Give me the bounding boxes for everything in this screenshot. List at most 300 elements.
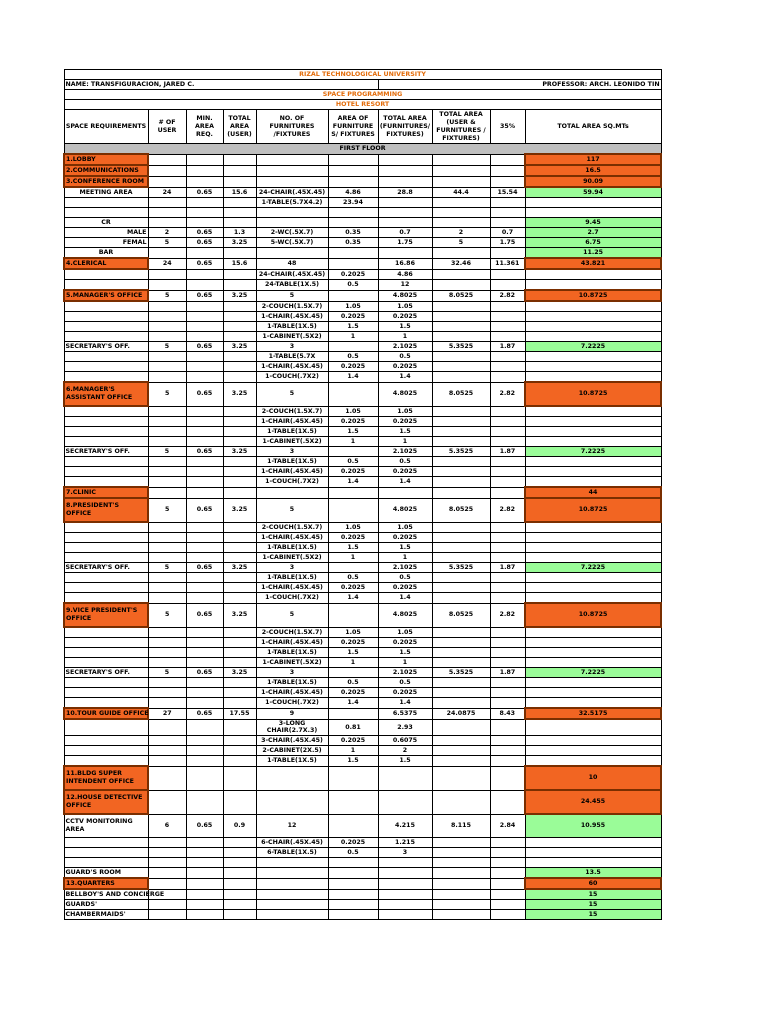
space-name-cell	[64, 638, 148, 648]
table-row	[64, 658, 661, 668]
table-cell	[223, 593, 256, 604]
table-cell: 1.4	[378, 593, 432, 604]
total-area-cell: 32.5175	[525, 708, 661, 719]
space-name-cell: 8.PRESIDENT'S OFFICE	[64, 498, 148, 522]
total-area-cell	[525, 406, 661, 417]
table-cell	[186, 766, 223, 790]
table-cell: 0.2025	[328, 583, 378, 593]
table-cell: 24-TABLE(1X.5)	[256, 280, 328, 291]
table-cell: 1.5	[378, 543, 432, 553]
table-cell	[432, 746, 490, 756]
table-row	[64, 187, 661, 198]
table-cell: 3.25	[223, 498, 256, 522]
table-cell	[432, 553, 490, 563]
table-cell: 1.5	[378, 648, 432, 658]
table-cell	[490, 352, 525, 362]
table-cell	[186, 208, 223, 218]
space-name-cell	[64, 848, 148, 858]
space-name-cell: 1.LOBBY	[64, 154, 148, 165]
table-cell: 1-CHAIR(.45X.45)	[256, 583, 328, 593]
space-programming-label: SPACE PROGRAMMING	[64, 90, 661, 100]
table-cell	[328, 248, 378, 259]
table-cell	[256, 487, 328, 498]
table-row	[64, 382, 661, 406]
table-cell	[490, 736, 525, 746]
table-row	[64, 668, 661, 678]
table-cell: 8.0525	[432, 382, 490, 406]
table-cell: 0.5	[328, 848, 378, 858]
total-area-cell: 7.2225	[525, 342, 661, 352]
table-cell: 1-COUCH(.7X2)	[256, 477, 328, 488]
total-area-cell: 13.5	[525, 868, 661, 879]
total-area-cell	[525, 533, 661, 543]
table-cell	[148, 208, 186, 218]
table-cell: 6	[148, 814, 186, 838]
space-name-cell	[64, 269, 148, 280]
table-cell: 1-CHAIR(.45X.45)	[256, 362, 328, 372]
table-cell	[148, 467, 186, 477]
table-cell: 1.87	[490, 563, 525, 573]
table-cell	[186, 312, 223, 322]
table-cell: 1.4	[378, 372, 432, 383]
table-cell	[186, 638, 223, 648]
table-row	[64, 766, 661, 790]
table-cell: 3.25	[223, 447, 256, 457]
total-area-cell	[525, 746, 661, 756]
table-cell	[378, 165, 432, 176]
table-cell	[432, 477, 490, 488]
table-cell	[223, 638, 256, 648]
table-cell: 3	[256, 668, 328, 678]
table-cell	[378, 889, 432, 900]
space-name-cell	[64, 593, 148, 604]
table-cell	[490, 868, 525, 879]
table-cell	[490, 218, 525, 228]
table-cell	[256, 766, 328, 790]
table-cell	[256, 910, 328, 920]
table-cell	[432, 889, 490, 900]
table-cell	[256, 165, 328, 176]
table-cell	[223, 658, 256, 668]
table-cell	[223, 332, 256, 342]
table-row	[64, 553, 661, 563]
table-cell: 0.2025	[378, 312, 432, 322]
table-cell	[432, 573, 490, 583]
total-area-cell: 10.955	[525, 814, 661, 838]
table-cell	[186, 719, 223, 736]
table-cell	[490, 766, 525, 790]
table-cell	[490, 165, 525, 176]
table-cell: 1-TABLE(1X.5)	[256, 427, 328, 437]
table-cell	[148, 312, 186, 322]
table-cell	[490, 719, 525, 736]
spreadsheet	[63, 69, 660, 920]
table-cell	[490, 477, 525, 488]
table-cell	[148, 736, 186, 746]
table-cell: 0.5	[378, 457, 432, 467]
table-cell	[186, 858, 223, 868]
table-cell: 1-TABLE(1X.5)	[256, 543, 328, 553]
table-cell: 1.5	[328, 427, 378, 437]
space-name-cell	[64, 573, 148, 583]
table-cell	[148, 573, 186, 583]
table-cell	[432, 269, 490, 280]
table-cell	[490, 312, 525, 322]
table-cell: 1-COUCH(.7X2)	[256, 593, 328, 604]
table-cell: 1.4	[328, 698, 378, 709]
table-cell: 0.65	[186, 563, 223, 573]
table-cell: 1	[378, 658, 432, 668]
table-cell: 0.2025	[328, 638, 378, 648]
space-name-cell	[64, 553, 148, 563]
table-cell: 0.9	[223, 814, 256, 838]
table-cell: 3-CHAIR(.45X.45)	[256, 736, 328, 746]
table-cell	[490, 848, 525, 858]
table-cell	[148, 910, 186, 920]
table-cell: 5	[256, 290, 328, 301]
table-cell: 0.2025	[378, 467, 432, 477]
table-row	[64, 708, 661, 719]
space-name-cell	[64, 736, 148, 746]
space-name-cell	[64, 477, 148, 488]
total-area-cell: 10.8725	[525, 603, 661, 627]
table-cell	[490, 533, 525, 543]
table-cell: 5.3525	[432, 668, 490, 678]
table-cell	[223, 790, 256, 814]
table-cell	[378, 766, 432, 790]
table-cell: 5	[256, 382, 328, 406]
table-cell	[432, 648, 490, 658]
table-row	[64, 688, 661, 698]
total-area-cell: 117	[525, 154, 661, 165]
total-area-cell	[525, 858, 661, 868]
table-cell: 0.2025	[378, 583, 432, 593]
table-cell	[148, 332, 186, 342]
table-cell	[186, 848, 223, 858]
table-cell: 5	[148, 238, 186, 248]
space-name-cell: GUARDS'	[64, 900, 148, 910]
table-cell	[490, 406, 525, 417]
table-cell	[223, 437, 256, 447]
table-row	[64, 638, 661, 648]
total-area-cell	[525, 543, 661, 553]
table-cell	[186, 573, 223, 583]
total-area-cell	[525, 208, 661, 218]
table-cell	[256, 248, 328, 259]
table-cell	[148, 583, 186, 593]
total-area-cell	[525, 312, 661, 322]
table-cell	[186, 154, 223, 165]
table-cell: 3.25	[223, 238, 256, 248]
table-cell	[186, 698, 223, 709]
table-cell	[186, 372, 223, 383]
table-cell: 0.2025	[328, 467, 378, 477]
table-row	[64, 498, 661, 522]
table-cell	[328, 498, 378, 522]
table-row	[64, 248, 661, 259]
table-cell	[148, 543, 186, 553]
table-cell	[223, 406, 256, 417]
table-cell: 2-COUCH(1.5X.7)	[256, 522, 328, 533]
space-name-cell	[64, 678, 148, 688]
table-cell: 5	[432, 238, 490, 248]
total-area-cell: 9.45	[525, 218, 661, 228]
table-cell	[432, 658, 490, 668]
space-name-cell	[64, 362, 148, 372]
table-row	[64, 208, 661, 218]
table-cell	[490, 746, 525, 756]
table-row	[64, 362, 661, 372]
table-cell: 1.87	[490, 342, 525, 352]
table-cell: 0.2025	[328, 417, 378, 427]
table-cell	[186, 756, 223, 767]
table-cell	[328, 708, 378, 719]
table-cell	[328, 165, 378, 176]
table-cell: 12	[378, 280, 432, 291]
table-cell: 1.4	[378, 477, 432, 488]
table-cell	[186, 467, 223, 477]
table-cell	[490, 838, 525, 848]
table-cell	[223, 312, 256, 322]
table-cell	[490, 372, 525, 383]
table-cell: 1.5	[328, 543, 378, 553]
table-cell	[186, 736, 223, 746]
table-cell	[432, 437, 490, 447]
table-cell	[223, 176, 256, 187]
floor-label: FIRST FLOOR	[64, 144, 661, 155]
space-name-cell	[64, 406, 148, 417]
table-cell: 3.25	[223, 290, 256, 301]
table-cell: 3.25	[223, 563, 256, 573]
table-cell	[223, 248, 256, 259]
table-cell: 4.215	[378, 814, 432, 838]
table-cell	[432, 790, 490, 814]
table-cell	[148, 198, 186, 208]
table-cell	[432, 362, 490, 372]
table-cell: 5	[148, 342, 186, 352]
total-area-cell	[525, 362, 661, 372]
table-cell	[328, 382, 378, 406]
space-name-cell	[64, 543, 148, 553]
table-cell: 1-TABLE(1X.5)	[256, 648, 328, 658]
table-cell	[148, 878, 186, 889]
student-name: NAME: TRANSFIGURACION, JARED C.	[64, 80, 378, 90]
table-cell	[490, 678, 525, 688]
table-cell: 8.0525	[432, 603, 490, 627]
table-cell	[186, 746, 223, 756]
total-area-cell	[525, 573, 661, 583]
table-cell	[186, 688, 223, 698]
space-name-cell	[64, 417, 148, 427]
table-cell	[186, 910, 223, 920]
total-area-cell: 7.2225	[525, 563, 661, 573]
table-cell: 6-CHAIR(.45X.45)	[256, 838, 328, 848]
table-cell	[432, 165, 490, 176]
table-cell	[223, 280, 256, 291]
table-cell	[186, 658, 223, 668]
table-cell: 2-COUCH(1.5X.7)	[256, 301, 328, 312]
table-cell: 5	[148, 290, 186, 301]
table-cell: 5	[256, 603, 328, 627]
space-name-cell	[64, 658, 148, 668]
space-name-cell: 5.MANAGER'S OFFICE	[64, 290, 148, 301]
table-cell: 0.65	[186, 342, 223, 352]
table-cell	[148, 627, 186, 638]
table-cell	[148, 280, 186, 291]
table-cell	[186, 198, 223, 208]
table-cell	[328, 487, 378, 498]
total-area-cell	[525, 638, 661, 648]
table-cell	[256, 790, 328, 814]
table-cell	[223, 457, 256, 467]
space-name-cell: SECRETARY'S OFF.	[64, 447, 148, 457]
table-cell: 1.5	[328, 756, 378, 767]
space-name-cell	[64, 352, 148, 362]
space-name-cell	[64, 746, 148, 756]
space-name-cell: SECRETARY'S OFF.	[64, 342, 148, 352]
table-cell	[432, 900, 490, 910]
table-cell	[148, 362, 186, 372]
space-name-cell: 9.VICE PRESIDENT'S OFFICE	[64, 603, 148, 627]
table-cell: 0.35	[328, 228, 378, 238]
table-cell: 16.86	[378, 258, 432, 269]
table-cell	[490, 457, 525, 467]
table-cell	[186, 900, 223, 910]
table-row	[64, 280, 661, 291]
table-cell: 1.215	[378, 838, 432, 848]
table-cell: 1-TABLE(1X.5)	[256, 573, 328, 583]
table-row	[64, 477, 661, 488]
space-name-cell: 10.TOUR GUIDE OFFICE	[66, 710, 149, 717]
table-cell	[490, 648, 525, 658]
table-cell: 3-LONG CHAIR(2.7X.3)	[256, 719, 328, 736]
space-name-cell: CR	[64, 218, 148, 228]
table-cell	[490, 910, 525, 920]
table-cell	[378, 176, 432, 187]
table-cell: 0.2025	[328, 362, 378, 372]
table-cell: 1.5	[328, 322, 378, 332]
table-cell	[223, 678, 256, 688]
space-name-cell: CCTV MONITORING AREA	[64, 814, 148, 838]
table-cell	[223, 417, 256, 427]
table-cell	[378, 218, 432, 228]
total-area-cell	[525, 457, 661, 467]
table-cell	[148, 477, 186, 488]
table-cell	[186, 427, 223, 437]
table-cell: 0.65	[186, 708, 223, 719]
table-cell	[432, 868, 490, 879]
space-name-cell: CHAMBERMAIDS'	[64, 910, 148, 920]
table-cell: 0.5	[328, 573, 378, 583]
table-cell	[223, 746, 256, 756]
table-cell: 5.3525	[432, 563, 490, 573]
column-header: TOTAL AREA (USER & FURNITURES / FIXTURES)	[432, 110, 490, 144]
table-cell	[223, 543, 256, 553]
table-cell	[432, 756, 490, 767]
table-cell	[490, 522, 525, 533]
table-cell	[490, 593, 525, 604]
table-row	[64, 627, 661, 638]
total-area-cell	[525, 756, 661, 767]
table-cell: 1-TABLE(1X.5)	[256, 322, 328, 332]
table-cell: 2.1025	[378, 447, 432, 457]
table-cell	[223, 198, 256, 208]
table-row	[64, 290, 661, 301]
table-cell: 1.4	[328, 477, 378, 488]
table-row	[64, 372, 661, 383]
table-cell	[186, 583, 223, 593]
table-cell	[148, 487, 186, 498]
table-cell	[223, 627, 256, 638]
table-cell: 0.65	[186, 187, 223, 198]
table-cell	[148, 248, 186, 259]
total-area-cell	[525, 198, 661, 208]
table-cell	[186, 878, 223, 889]
column-header: TOTAL AREA (USER)	[223, 110, 256, 144]
total-area-cell: 60	[525, 878, 661, 889]
table-cell	[432, 352, 490, 362]
table-cell: 24	[148, 187, 186, 198]
table-cell: 5	[148, 498, 186, 522]
table-cell	[490, 467, 525, 477]
table-cell	[223, 477, 256, 488]
table-cell: 0.5	[328, 457, 378, 467]
table-cell	[186, 889, 223, 900]
table-row	[64, 301, 661, 312]
table-cell	[328, 814, 378, 838]
table-cell	[378, 878, 432, 889]
table-cell	[148, 352, 186, 362]
total-area-cell	[525, 648, 661, 658]
table-row	[64, 417, 661, 427]
table-cell	[432, 838, 490, 848]
table-cell	[148, 688, 186, 698]
table-cell	[328, 603, 378, 627]
space-name-cell	[64, 208, 148, 218]
table-cell: 1.05	[378, 406, 432, 417]
table-cell	[432, 248, 490, 259]
total-area-cell	[525, 437, 661, 447]
table-row	[64, 406, 661, 417]
table-cell: 0.2025	[328, 312, 378, 322]
space-name-cell: MALE	[64, 228, 148, 238]
total-area-cell	[525, 688, 661, 698]
table-cell	[490, 543, 525, 553]
table-row	[64, 447, 661, 457]
table-cell	[223, 467, 256, 477]
table-cell: 0.65	[186, 447, 223, 457]
total-area-cell	[525, 301, 661, 312]
table-cell: 6.5375	[378, 708, 432, 719]
table-cell	[186, 627, 223, 638]
table-cell	[186, 417, 223, 427]
table-row	[64, 736, 661, 746]
table-cell: 0.65	[186, 603, 223, 627]
table-cell: 1-CABINET(.5X2)	[256, 553, 328, 563]
table-cell	[490, 362, 525, 372]
table-cell: 1.05	[328, 627, 378, 638]
table-cell: 1.87	[490, 668, 525, 678]
table-cell: 44.4	[432, 187, 490, 198]
table-cell	[148, 301, 186, 312]
table-cell: 2-COUCH(1.5X.7)	[256, 627, 328, 638]
table-cell	[148, 766, 186, 790]
table-cell	[490, 756, 525, 767]
table-cell	[490, 638, 525, 648]
table-row	[64, 437, 661, 447]
table-cell: 3.25	[223, 668, 256, 678]
table-cell	[328, 790, 378, 814]
